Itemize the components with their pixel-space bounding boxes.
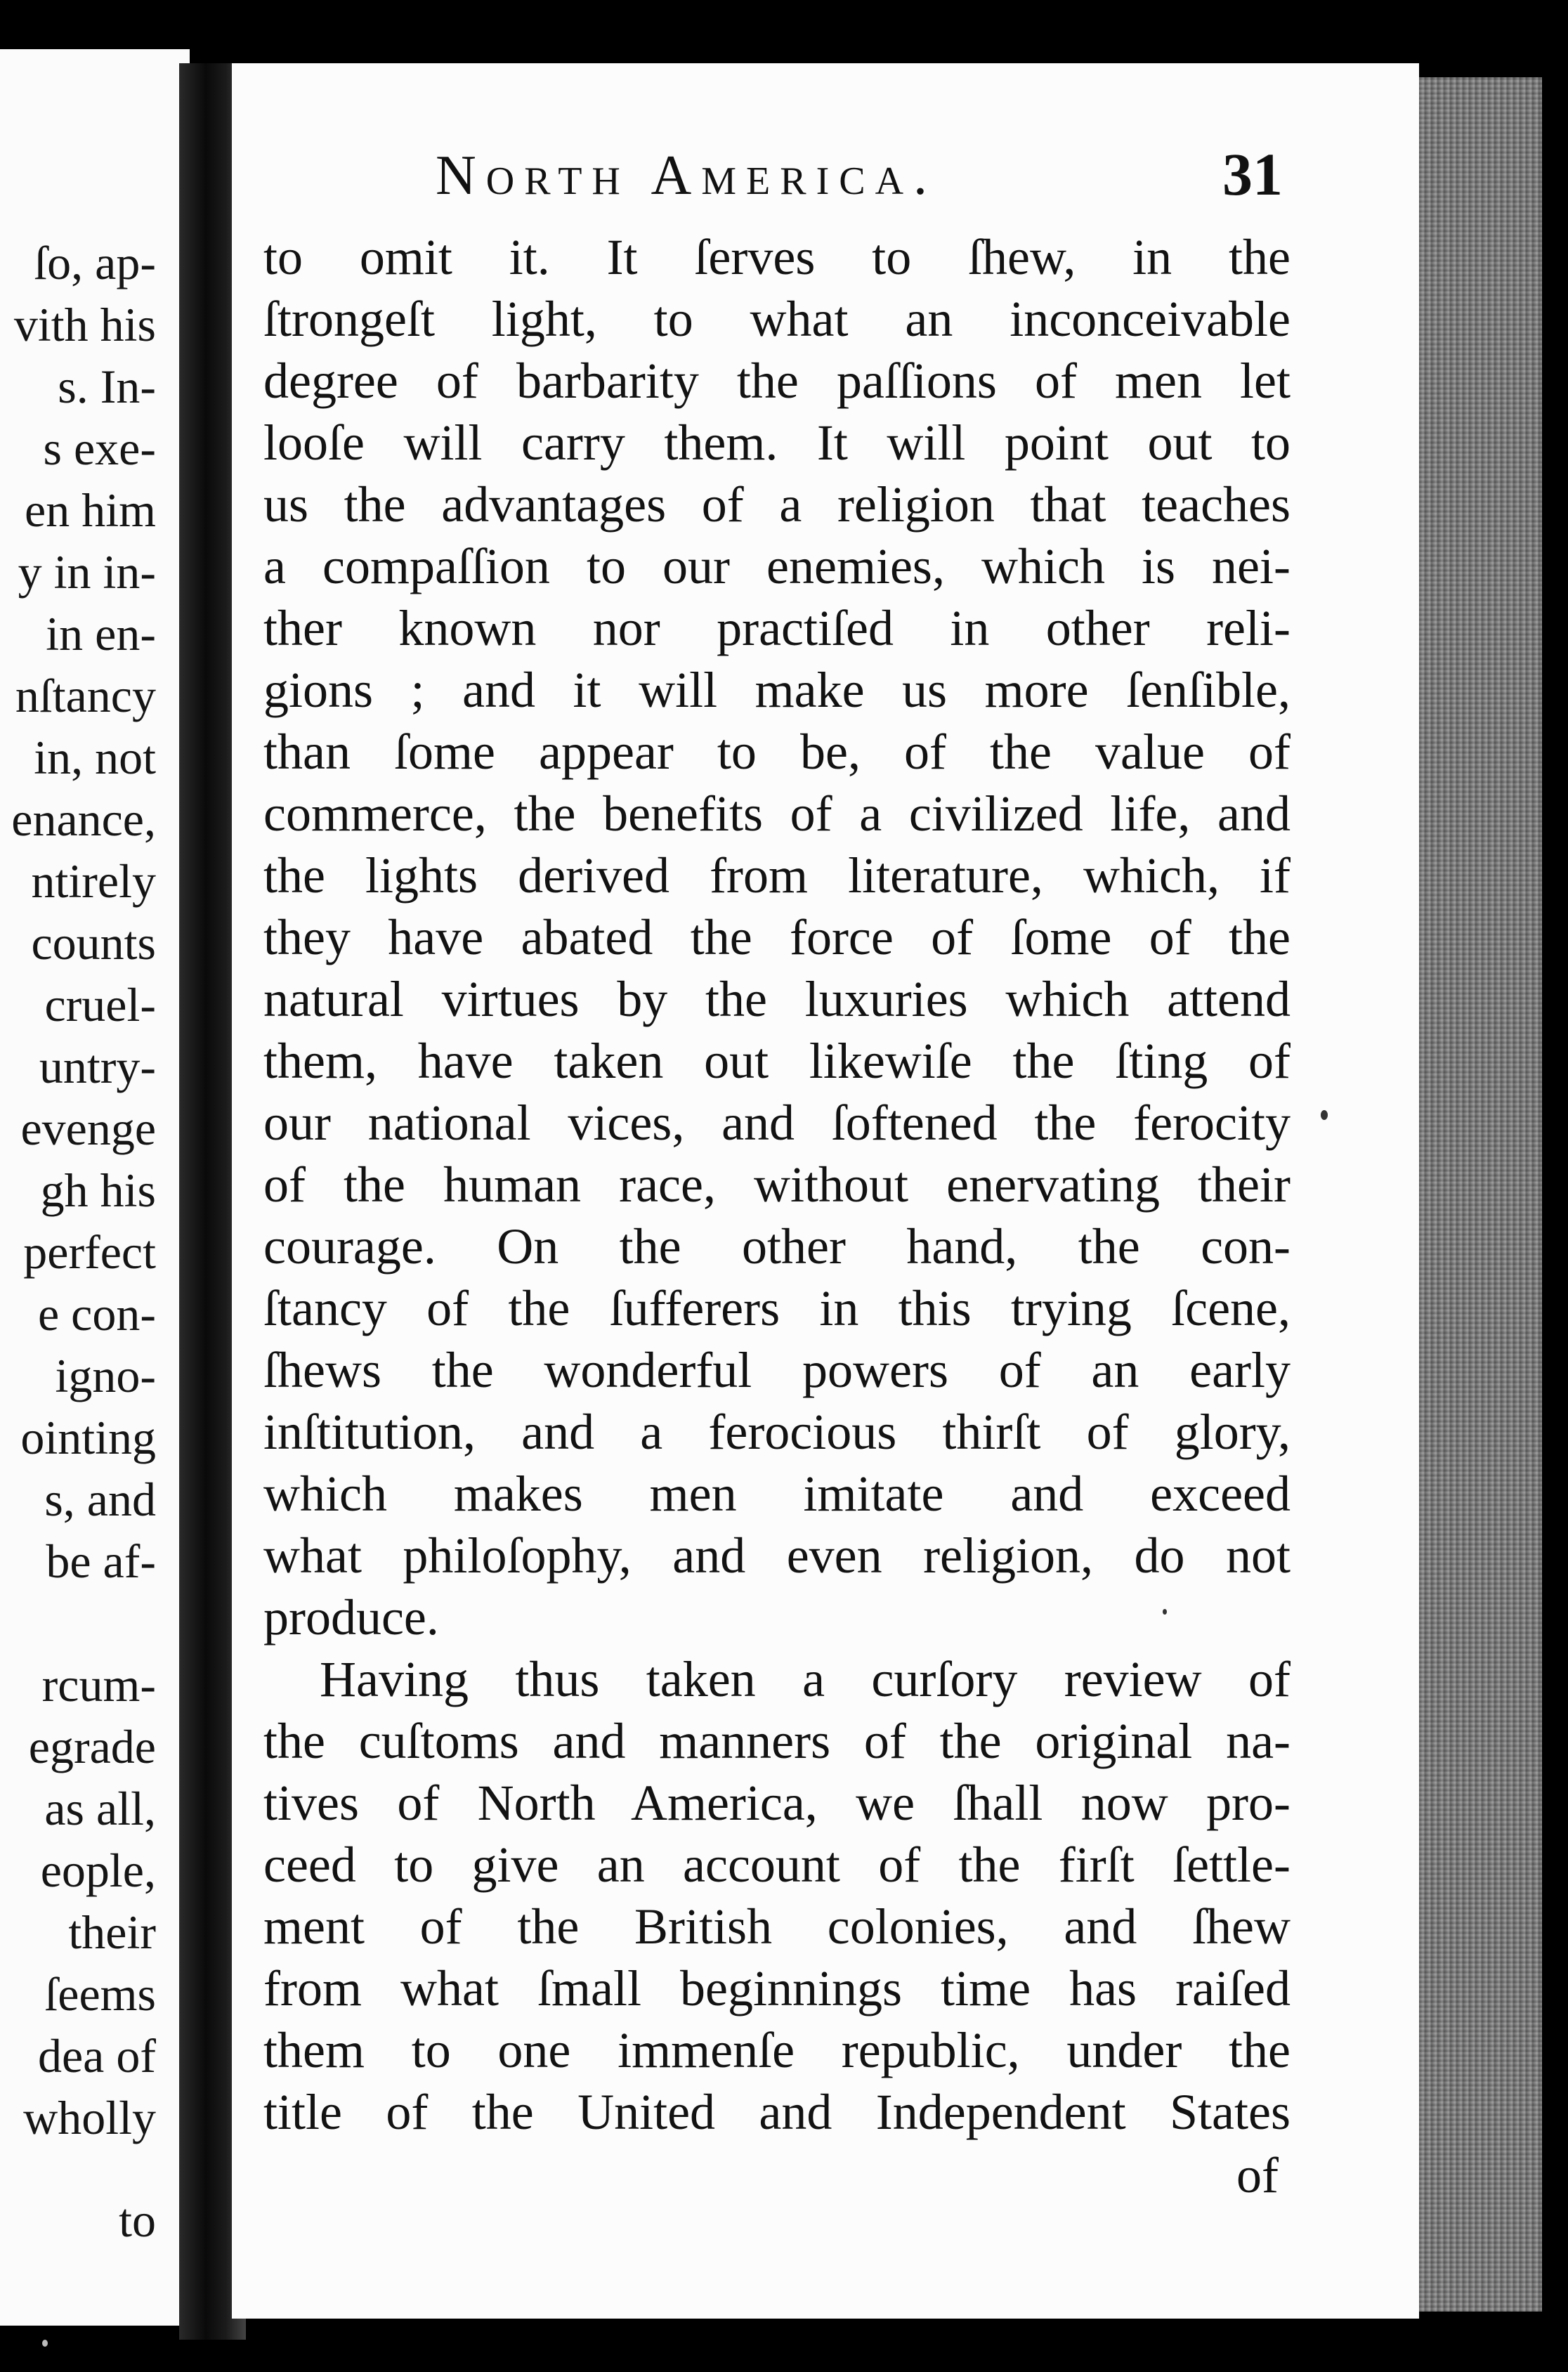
text-line: ſhews the wonderful powers of an early [263,1342,1291,1398]
left-page-line: untry- [39,1040,156,1093]
left-page-line: egrade [28,1720,156,1773]
ink-speck [1321,1110,1328,1120]
left-page-line: s, and [44,1473,156,1526]
left-page-line: gh his [40,1164,156,1217]
text-line: they have abated the force of ſome of the [263,909,1291,965]
text-line: from what ſmall beginnings time has raiſed [263,1960,1291,2016]
text-line: of the human race, without enervating their [263,1156,1291,1213]
text-line: degree of barbarity the paſſions of men let [263,353,1291,409]
ink-speck [1163,1609,1167,1615]
page-number: 31 [1222,141,1283,208]
left-page-line: en him [25,483,156,537]
left-page-line: in en- [46,607,156,660]
text-line: produce. [263,1589,439,1646]
book-fore-edge [1419,77,1542,2312]
left-page-line: s exe- [43,422,156,475]
left-page-line: be af- [46,1534,156,1588]
left-page-line: evenge [20,1102,156,1155]
text-line: us the advantages of a religion that teaches [263,476,1291,533]
text-line: the lights derived from literature, which, if [263,847,1291,904]
left-page-line: e con- [37,1287,156,1341]
text-line: ther known nor practiſed in other reli- [263,600,1291,656]
text-line: natural virtues by the luxuries which attend [263,971,1291,1027]
text-line: what philoſophy, and even religion, do not [263,1527,1291,1584]
left-page-line: y in in- [18,545,156,599]
left-page-line: perfect [23,1225,156,1279]
left-page-line: in, not [34,731,156,784]
left-page-line: ntirely [31,854,156,908]
text-line: a compaſſion to our enemies, which is nei- [263,538,1291,594]
running-head: North America. [436,145,938,207]
left-page-line: rcum- [41,1658,156,1712]
text-line: commerce, the benefits of a civilized life, and [263,786,1291,842]
text-line: ſtrongeſt light, to what an inconceivable [263,291,1291,347]
left-page-line: enance, [11,793,156,846]
text-line: looſe will carry them. It will point out to [263,415,1291,471]
left-page-line: ſeems [44,1967,156,2021]
left-page-line: nſtancy [15,669,156,722]
text-line: gions ; and it will make us more ſenſible, [263,662,1291,718]
text-line: courage. On the other hand, the con- [263,1218,1291,1275]
left-page-line: cruel- [44,978,156,1031]
text-line: than ſome appear to be, of the value of [263,724,1291,780]
catchword: of [1236,2147,1279,2203]
text-line: Having thus taken a curſory review of [320,1651,1291,1707]
text-line: ment of the British colonies, and ſhew [263,1898,1291,1955]
left-facing-page [0,49,190,2326]
left-page-line: ointing [20,1411,156,1464]
text-line: tives of North America, we ſhall now pro- [263,1775,1291,1831]
left-page-line: dea of [37,2029,156,2083]
left-page-line: igno- [55,1349,156,1402]
left-page-line: ſo, ap- [34,236,156,289]
text-line: ſtancy of the ſufferers in this trying ſcene, [263,1280,1291,1336]
left-page-line: wholly [23,2091,156,2144]
text-line: ceed to give an account of the firſt ſettle- [263,1837,1291,1893]
left-page-line: vith his [13,298,156,351]
text-line: title of the United and Independent States [263,2084,1291,2140]
text-line: the cuſtoms and manners of the original na- [263,1713,1291,1769]
left-page-line: eople, [40,1844,156,1897]
text-line: to omit it. It ſerves to ſhew, in the [263,229,1291,285]
text-line: our national vices, and ſoftened the ferocity [263,1095,1291,1151]
ink-speck [42,2340,48,2347]
left-page-line: to [119,2194,156,2247]
text-line: inſtitution, and a ferocious thirſt of glory, [263,1404,1291,1460]
text-line: which makes men imitate and exceed [263,1466,1291,1522]
left-page-line: as all, [44,1782,156,1835]
left-page-line: counts [31,916,156,970]
text-line: them to one immenſe republic, under the [263,2022,1291,2078]
left-page-line: their [68,1905,156,1959]
left-page-line: s. In- [58,360,156,413]
text-line: them, have taken out likewiſe the ſting of [263,1033,1291,1089]
